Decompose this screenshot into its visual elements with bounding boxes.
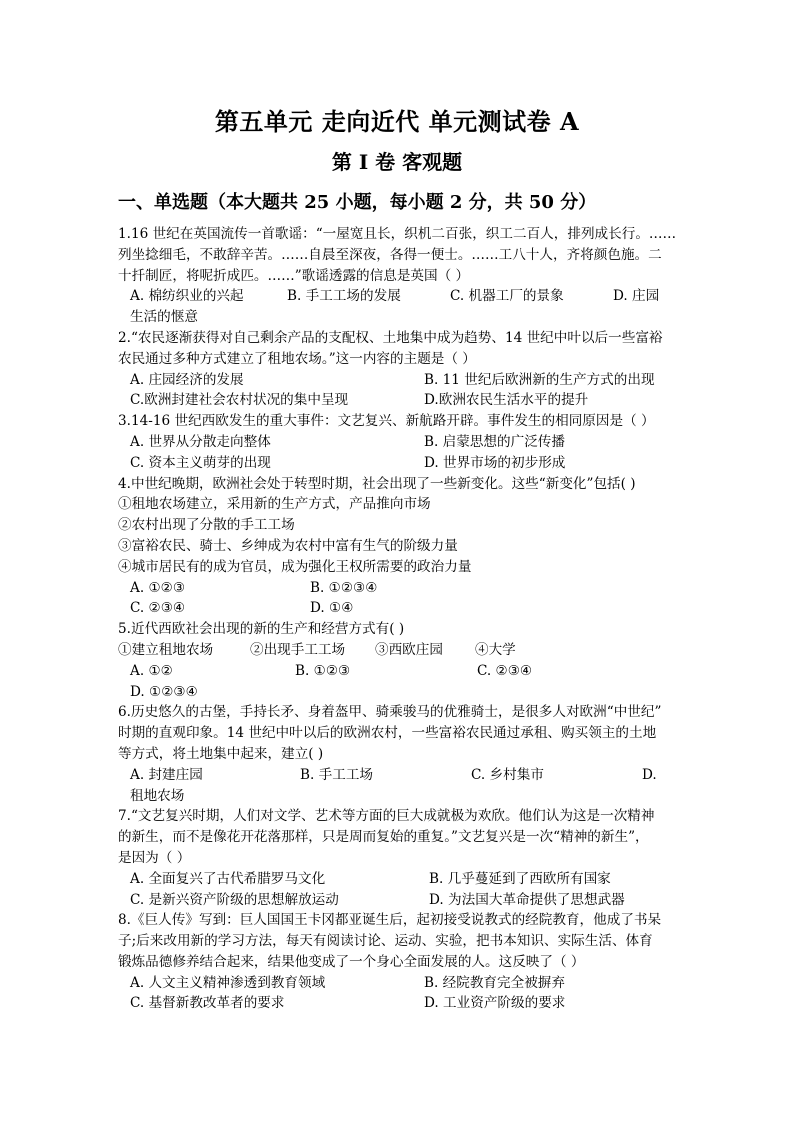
question-2 <box>118 328 678 411</box>
option-d[interactable]: D. 为法国大革命提供了思想武器 <box>429 891 625 908</box>
option-c[interactable]: C. ②③④ <box>130 600 186 617</box>
option-b[interactable]: B. 11 世纪后欧洲新的生产方式的出现 <box>424 371 655 388</box>
option-d[interactable]: D. 世界市场的初步形成 <box>424 454 566 471</box>
statement-4: ④大学 <box>475 641 516 658</box>
statement-2: ②农村出现了分散的手工工场 <box>118 517 295 534</box>
option-d[interactable]: D. 庄园 <box>613 288 660 305</box>
option-b[interactable]: B. 几乎蔓延到了西欧所有国家 <box>429 870 611 887</box>
question-stem-line: 时期的直观印象。14 世纪中叶以后的欧洲农村，一些富裕农民通过承租、购买领主的土地 <box>118 725 657 742</box>
option-d[interactable]: D. 工业资产阶级的要求 <box>424 995 566 1012</box>
volume-subtitle: 第 I 卷 客观题 <box>331 150 463 174</box>
statement-3: ③富裕农民、骑士、乡绅成为农村中富有生气的阶级力量 <box>118 537 458 554</box>
question-1 <box>118 224 678 328</box>
option-c[interactable]: C. 资本主义萌芽的出现 <box>130 454 271 471</box>
option-b[interactable]: B. 启蒙思想的广泛传播 <box>424 433 565 450</box>
statement-4: ④城市居民有的成为官员，成为强化王权所需要的政治力量 <box>118 558 472 575</box>
option-a[interactable]: A. 世界从分散走向整体 <box>130 433 271 450</box>
question-7 <box>118 806 678 910</box>
page-title: 第五单元 走向近代 单元测试卷 A <box>214 107 580 136</box>
option-a[interactable]: A. 全面复兴了古代希腊罗马文化 <box>130 870 326 887</box>
question-stem-line: 锻炼品德修养结合起来，结果他变成了一个身心全面发展的人。这反映了（ ） <box>118 953 585 970</box>
section-heading: 一、单选题（本大题共 25 小题，每小题 2 分，共 50 分） <box>118 192 597 213</box>
question-list <box>118 224 678 1014</box>
option-c[interactable]: C.欧洲封建社会农村状况的集中呈现 <box>130 392 349 409</box>
option-c[interactable]: C. 基督新教改革者的要求 <box>130 995 285 1012</box>
question-stem-line: 8.《巨人传》写到：巨人国国王卡冈都亚诞生后，起初接受说教式的经院教育，他成了书呆 <box>118 912 662 929</box>
statement-1: ①租地农场建立，采用新的生产方式，产品推向市场 <box>118 496 431 513</box>
option-d-continued: 租地农场 <box>130 787 185 804</box>
question-stem-line: 3.14-16 世纪西欧发生的重大事件：文艺复兴、新航路开辟。事件发生的相同原因是（ ） <box>118 413 655 430</box>
question-stem-line: 农民通过多种方式建立了租地农场。”这一内容的主题是（ ） <box>118 350 476 367</box>
question-stem-line: 的新生，而不是像花开花落那样，只是周而复始的重复。”文艺复兴是一次“精神的新生”， <box>118 829 649 846</box>
question-stem-line: 4.中世纪晚期，欧洲社会处于转型时期，社会出现了一些新变化。这些“新变化”包括( ) <box>118 475 636 492</box>
option-a[interactable]: A. ①②③ <box>130 579 186 596</box>
option-d[interactable]: D.欧洲农民生活水平的提升 <box>424 392 589 409</box>
question-5 <box>118 619 678 702</box>
statement-2: ②出现手工工场 <box>250 641 346 658</box>
question-4 <box>118 474 678 620</box>
question-stem-line: 列坐捻细毛，不敢辞辛苦。……自晨至深夜，各得一便士。……工八十人，齐将颜色施。二 <box>118 246 662 263</box>
statement-3: ③西欧庄园 <box>375 641 443 658</box>
question-stem-line: 子;后来改用新的学习方法，每天有阅读讨论、运动、实验，把书本知识、实际生活、体育 <box>118 933 653 950</box>
option-c[interactable]: C. 机器工厂的景象 <box>450 288 564 305</box>
option-d[interactable]: D. ①②③④ <box>130 683 198 700</box>
option-a[interactable]: A. ①② <box>130 662 173 679</box>
question-stem-line: 5.近代西欧社会出现的新的生产和经营方式有( ) <box>118 621 405 638</box>
question-stem-line: 等方式，将土地集中起来，建立( ) <box>118 745 324 762</box>
question-3 <box>118 411 678 473</box>
option-b[interactable]: B. 手工工场 <box>300 766 374 783</box>
option-b[interactable]: B. 手工工场的发展 <box>287 288 401 305</box>
question-stem-line: 6.历史悠久的古堡，手持长矛、身着盔甲、骑乘骏马的优雅骑士，是很多人对欧洲“中世纪” <box>118 704 662 721</box>
option-c[interactable]: C. 乡村集市 <box>471 766 544 783</box>
option-a[interactable]: A. 棉纺织业的兴起 <box>130 288 244 305</box>
question-stem-line: 十扦制匠，将呢折成匹。……”歌谣透露的信息是英国（ ） <box>118 267 470 284</box>
option-a[interactable]: A. 封建庄园 <box>130 766 203 783</box>
option-b[interactable]: B. 经院教育完全被摒弃 <box>424 974 565 991</box>
question-6 <box>118 702 678 806</box>
option-a[interactable]: A. 人文主义精神渗透到教育领域 <box>130 974 326 991</box>
option-b[interactable]: B. ①②③ <box>295 662 351 679</box>
option-d[interactable]: D. ①④ <box>310 600 354 617</box>
question-stem-line: 1.16 世纪在英国流传一首歌谣：“一屋宽且长，织机二百张，织工二百人，排列成长行。…… <box>118 226 677 242</box>
option-d-continued: 生活的惬意 <box>130 309 198 326</box>
option-d[interactable]: D. <box>642 766 657 783</box>
option-c[interactable]: C. ②③④ <box>477 662 533 679</box>
option-a[interactable]: A. 庄园经济的发展 <box>130 371 244 388</box>
statement-1: ①建立租地农场 <box>118 641 214 658</box>
question-stem-line: 7.“文艺复兴时期，人们对文学、艺术等方面的巨大成就极为欢欣。他们认为这是一次精神 <box>118 808 655 825</box>
question-stem-line: 2.“农民逐渐获得对自己剩余产品的支配权、土地集中成为趋势、14 世纪中叶以后一些富裕 <box>118 329 663 346</box>
question-stem-line: 是因为（ ） <box>118 849 191 866</box>
question-8 <box>118 910 678 1014</box>
option-b[interactable]: B. ①②③④ <box>310 579 378 596</box>
option-c[interactable]: C. 是新兴资产阶级的思想解放运动 <box>130 891 339 908</box>
